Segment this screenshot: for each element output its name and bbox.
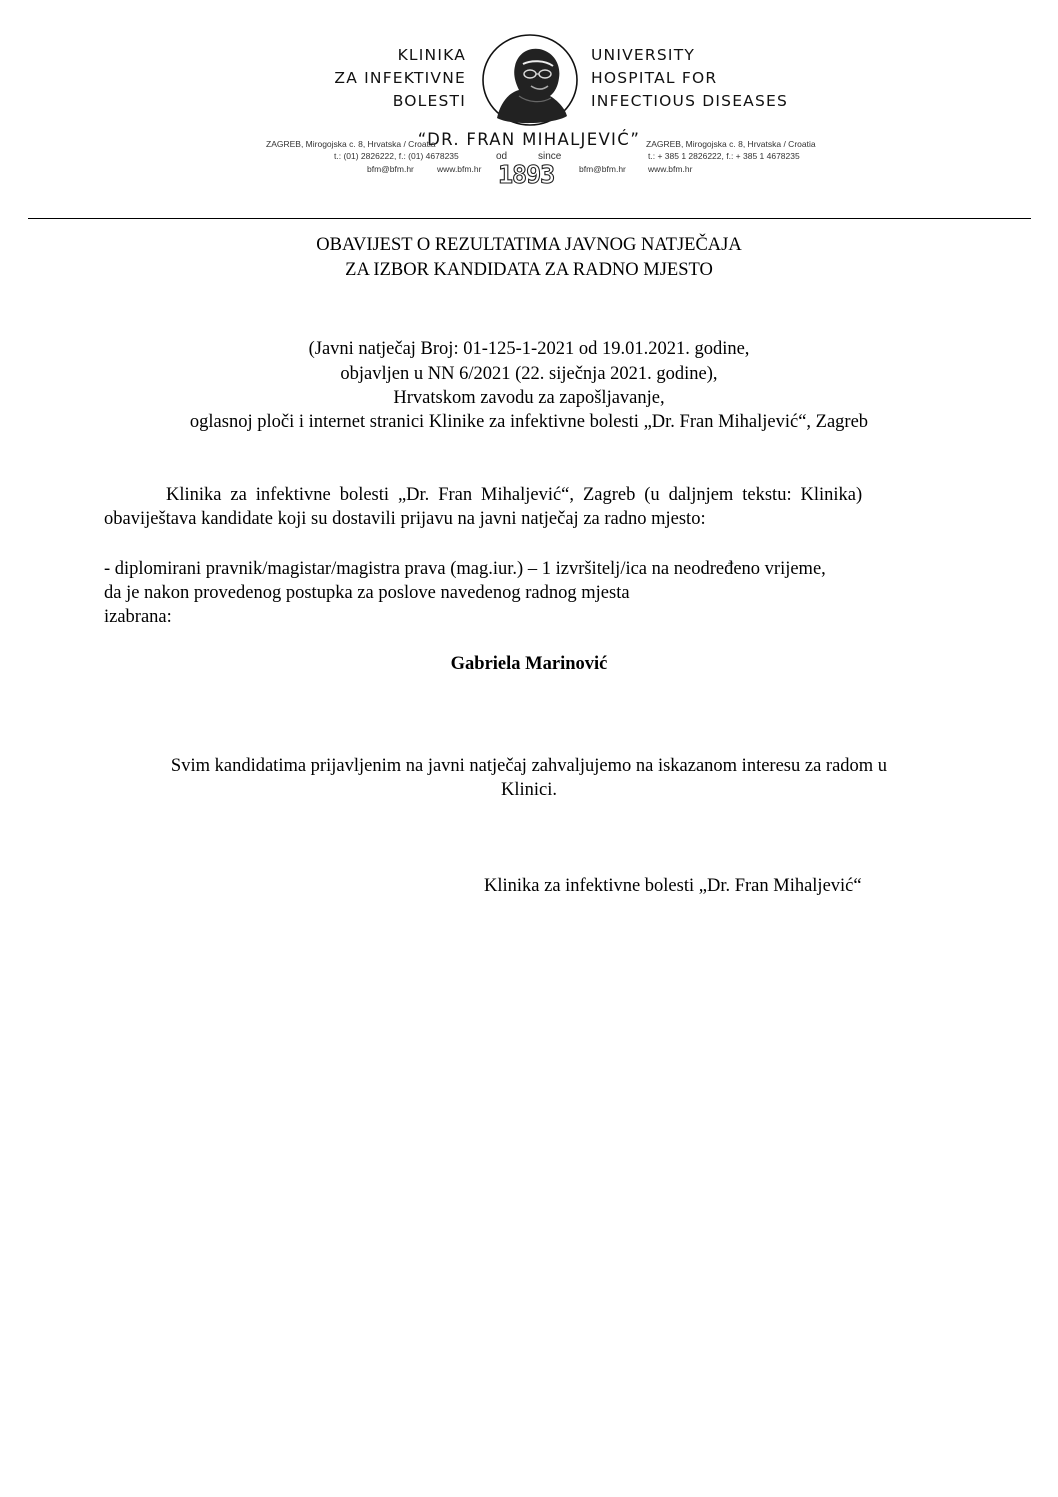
letterhead-right-line: UNIVERSITY [591,46,696,64]
letterhead-left-line: KLINIKA [397,46,466,64]
position-line-3: izabrana: [104,607,172,627]
letterhead-right-line: HOSPITAL FOR [591,69,718,87]
address-left-email: bfm@bfm.hr [367,164,414,174]
founded-year: 1893 [498,160,555,189]
letterhead-right-line: INFECTIOUS DISEASES [591,92,789,110]
intro-paragraph-line-2: obaviještava kandidate koji su dostavili prijavu na javni natječaj za radno mjesto: [104,509,706,529]
notice-title-line-2: ZA IZBOR KANDIDATA ZA RADNO MJESTO [345,260,713,280]
reference-line: oglasnoj ploči i internet stranici Klinike za infektivne bolesti „Dr. Fran Mihaljević“, Zagreb [189,412,869,432]
address-right-web: www.bfm.hr [648,164,693,174]
signature: Klinika za infektivne bolesti „Dr. Fran Mihaljević“ [484,876,862,896]
thanks-line-1: Svim kandidatima prijavljenim na javni natječaj zahvaljujemo na iskazanom interesu za radom u [170,756,888,776]
hospital-portrait-logo [475,30,585,130]
thanks-line-2: Klinici. [500,780,557,800]
address-left-web: www.bfm.hr [437,164,482,174]
hospital-name: “DR. FRAN MIHALJEVIĆ” [417,130,641,149]
letterhead-name-english [591,44,788,113]
reference-line: objavljen u NN 6/2021 (22. siječnja 2021. godine), [340,364,718,384]
founded-since-label: since [538,151,562,162]
address-right-phone: t.: + 385 1 2826222, f.: + 385 1 4678235 [648,151,800,161]
letterhead-left-line: ZA INFEKTIVNE [334,69,466,87]
selected-candidate-name: Gabriela Marinović [450,654,608,674]
reference-line: (Javni natječaj Broj: 01-125-1-2021 od 19.01.2021. godine, [308,339,750,359]
letterhead-name-croatian [334,44,466,113]
address-right-email: bfm@bfm.hr [579,164,626,174]
reference-line: Hrvatskom zavodu za zapošljavanje, [393,388,665,408]
address-left-street: ZAGREB, Mirogojska c. 8, Hrvatska / Croatia [266,139,436,149]
header-divider [28,218,1031,219]
letterhead [0,0,1058,200]
position-line-1: - diplomirani pravnik/magistar/magistra prava (mag.iur.) – 1 izvršitelj/ica na neodređeno vrijeme, [104,559,826,579]
address-right-street: ZAGREB, Mirogojska c. 8, Hrvatska / Croatia [646,139,816,149]
intro-paragraph-line-1: Klinika za infektivne bolesti „Dr. Fran Mihaljević“, Zagreb (u daljnjem tekstu: Klinika) [166,485,863,505]
letterhead-left-line: BOLESTI [392,92,466,110]
address-left-phone: t.: (01) 2826222, f.: (01) 4678235 [334,151,459,161]
notice-title-line-1: OBAVIJEST O REZULTATIMA JAVNOG NATJEČAJA [316,235,742,255]
founded-od-label: od [496,151,508,162]
position-line-2: da je nakon provedenog postupka za poslove navedenog radnog mjesta [104,583,630,603]
